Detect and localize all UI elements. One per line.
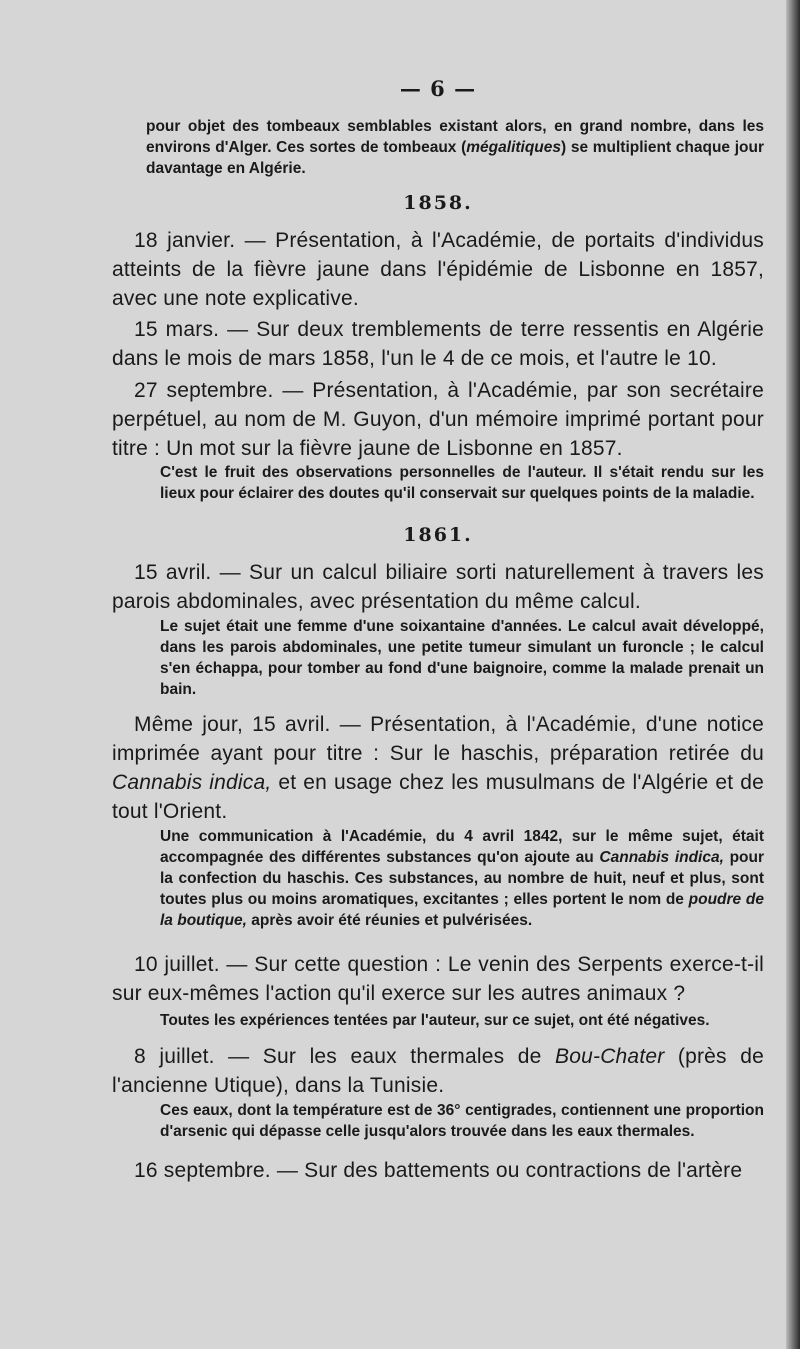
note-meme-text-end: après avoir été réunies et pulvérisées. (246, 912, 533, 929)
entry-15-mars: 15 mars. — Sur deux tremblements de terre ressentis en Algérie dans le mois de mars 1858, l'un le 4 de ce mois, et l'autre le 10. (112, 318, 764, 370)
note-meme-text: Une communication à l'Académie, du 4 avril 1842, sur le même sujet, était accompagnée des différentes substances qu'on ajoute au (160, 828, 764, 866)
note-15-avril: Le sujet était une femme d'une soixantaine d'années. Le calcul avait développé, dans les parois abdominales, une petite tumeur simulant un furoncle ; le calcul s'en échappa, pour tomber au fond d'une baignoire, comme la malade prenait un bain. (160, 618, 764, 698)
entry-8-juillet-text: 8 juillet. — Sur les eaux thermales de (134, 1045, 556, 1068)
entry-meme-text-end: et en usage chez les musulmans de l'Algérie et de tout l'Orient. (112, 771, 765, 823)
note-10-juillet: Toutes les expériences tentées par l'auteur, sur ce sujet, ont été négatives. (160, 1012, 710, 1029)
entry-27-septembre: 27 septembre. — Présentation, à l'Académie, par son secrétaire perpétuel, au nom de M. Guyon, d'un mémoire imprimé portant pour titre : Un mot sur la fièvre jaune de Lisbonne en 1857. (112, 379, 764, 460)
entry-meme-text: Même jour, 15 avril. — Présentation, à l'Académie, d'une notice imprimée ayant pour titre : Sur le haschis, préparation retirée du (112, 713, 764, 765)
year-heading-1858: 1858. (403, 192, 473, 214)
entry-18-janvier: 18 janvier. — Présentation, à l'Académie, de portaits d'individus atteints de la fièvre jaune dans l'épidémie de Lisbonne en 1857, avec une note explicative. (112, 229, 764, 310)
entry-15-avril: 15 avril. — Sur un calcul biliaire sorti naturellement à travers les parois abdominales, avec présentation du même calcul. (112, 561, 764, 613)
entry-8-juillet-text-end: (près de l'ancienne Utique), dans la Tunisie. (112, 1045, 764, 1097)
entry-meme-jour (112, 710, 764, 826)
note-meme-jour (160, 826, 764, 931)
entry-8-juillet-italic: Bou-Chater (555, 1045, 665, 1068)
note-8-juillet: Ces eaux, dont la température est de 36° centigrades, contiennent une proportion d'arsenic qui dépasse celle jusqu'alors trouvée dans les eaux thermales. (160, 1102, 764, 1140)
year-heading-1861: 1861. (403, 524, 473, 546)
entry-meme-italic: Cannabis indica, (112, 771, 272, 794)
page-binding-shadow (786, 0, 800, 1349)
entry-8-juillet (112, 1042, 764, 1100)
entry-10-juillet: 10 juillet. — Sur cette question : Le venin des Serpents exerce-t-il sur eux-mêmes l'action qu'il exerce sur les autres animaux ? (112, 953, 764, 1005)
note-meme-text-mid: pour la confection du haschis. Ces substances, au nombre de huit, neuf et plus, sont toutes plus ou moins aromatiques, excitantes ; elles portent le nom de (160, 849, 764, 908)
intro-paragraph (146, 116, 764, 179)
entry-16-septembre: 16 septembre. — Sur des battements ou contractions de l'artère (134, 1159, 743, 1182)
intro-italic: mégalitiques (466, 139, 562, 156)
intro-text: pour objet des tombeaux semblables existant alors, en grand nombre, dans les environs d'Alger. Ces sortes de tombeaux ( (146, 118, 764, 156)
note-meme-italic-2: poudre de la boutique, (160, 891, 764, 929)
intro-text-end: ) se multiplient chaque jour davantage en Algérie. (146, 139, 764, 177)
page-number: — 6 — (399, 76, 477, 101)
note-27-septembre: C'est le fruit des observations personnelles de l'auteur. Il s'était rendu sur les lieux pour éclairer des doutes qu'il conservait sur quelques points de la maladie. (160, 464, 764, 502)
note-meme-italic-1: Cannabis indica, (599, 849, 724, 866)
